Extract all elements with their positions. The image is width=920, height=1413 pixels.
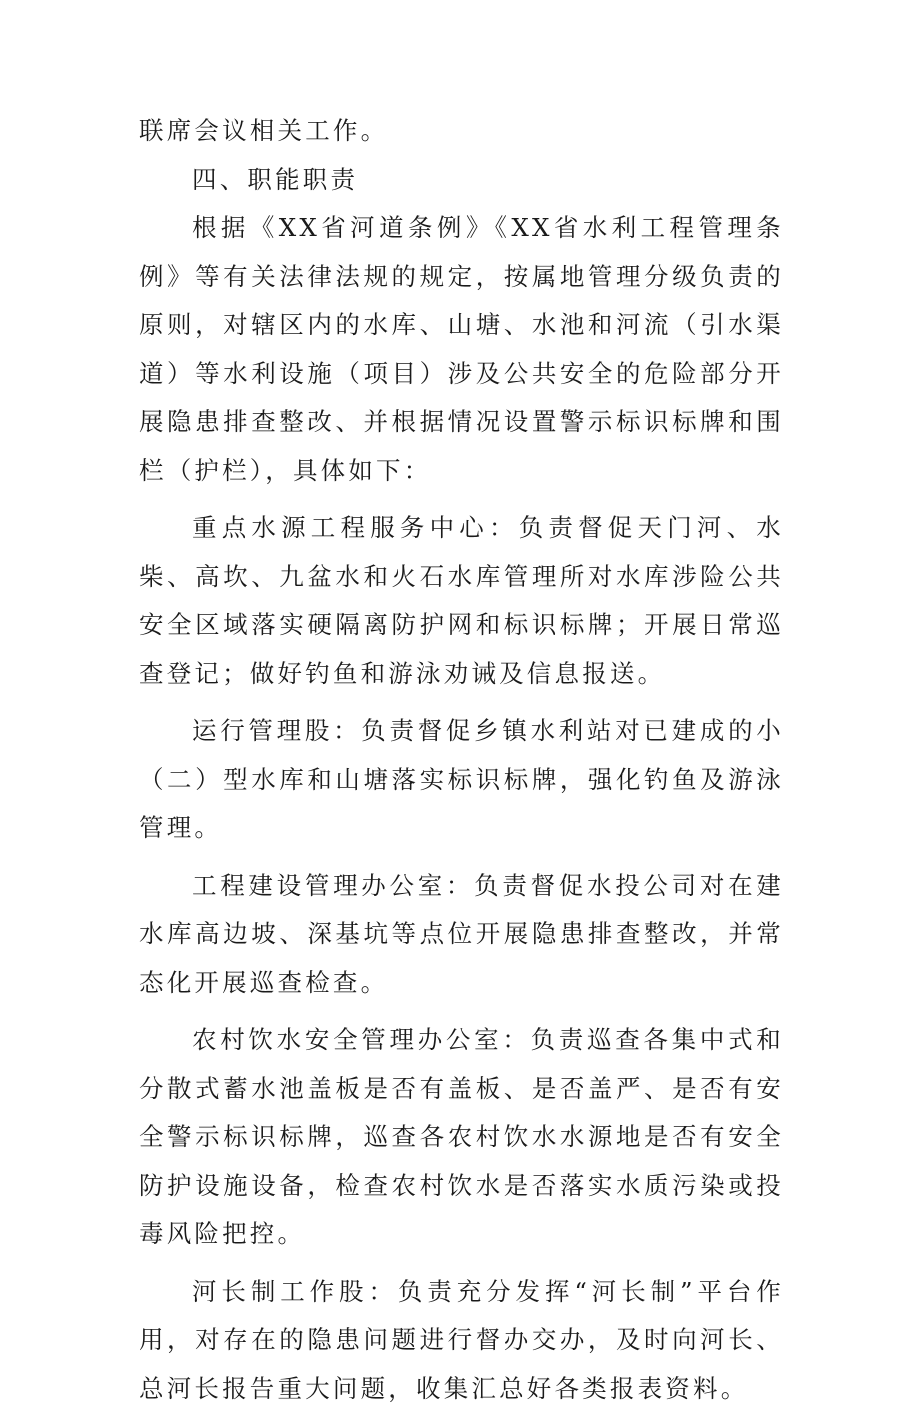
paragraph-operations-section: 运行管理股：负责督促乡镇水利站对已建成的小（二）型水库和山塘落实标识标牌，强化钓鱼及游泳管理。 xyxy=(139,707,784,853)
paragraph-river-chief-section: 河长制工作股：负责充分发挥“河长制”平台作用，对存在的隐患问题进行督办交办，及时向河长、总河长报告重大问题，收集汇总好各类报表资料。 xyxy=(139,1268,784,1413)
section-heading: 四、职能职责 xyxy=(139,156,784,205)
paragraph-water-source-center: 重点水源工程服务中心：负责督促天门河、水柴、高坎、九盆水和火石水库管理所对水库涉险公共安全区域落实硬隔离防护网和标识标牌；开展日常巡查登记；做好钓鱼和游泳劝诫及信息报送。 xyxy=(139,504,784,698)
paragraph-legal-basis: 根据《XX省河道条例》《XX省水利工程管理条例》等有关法律法规的规定，按属地管理分级负责的原则，对辖区内的水库、山塘、水池和河流（引水渠道）等水利设施（项目）涉及公共安全的危险部分开展隐患排查整改、并根据情况设置警示标识标牌和围栏（护栏），具体如下： xyxy=(139,204,784,495)
paragraph-rural-water-office: 农村饮水安全管理办公室：负责巡查各集中式和分散式蓄水池盖板是否有盖板、是否盖严、是否有安全警示标识标牌，巡查各农村饮水水源地是否有安全防护设施设备，检查农村饮水是否落实水质污染或投毒风险把控。 xyxy=(139,1016,784,1259)
document-body xyxy=(139,107,784,1413)
paragraph-construction-office: 工程建设管理办公室：负责督促水投公司对在建水库高边坡、深基坑等点位开展隐患排查整改，并常态化开展巡查检查。 xyxy=(139,862,784,1008)
paragraph-continuation: 联席会议相关工作。 xyxy=(139,107,784,156)
